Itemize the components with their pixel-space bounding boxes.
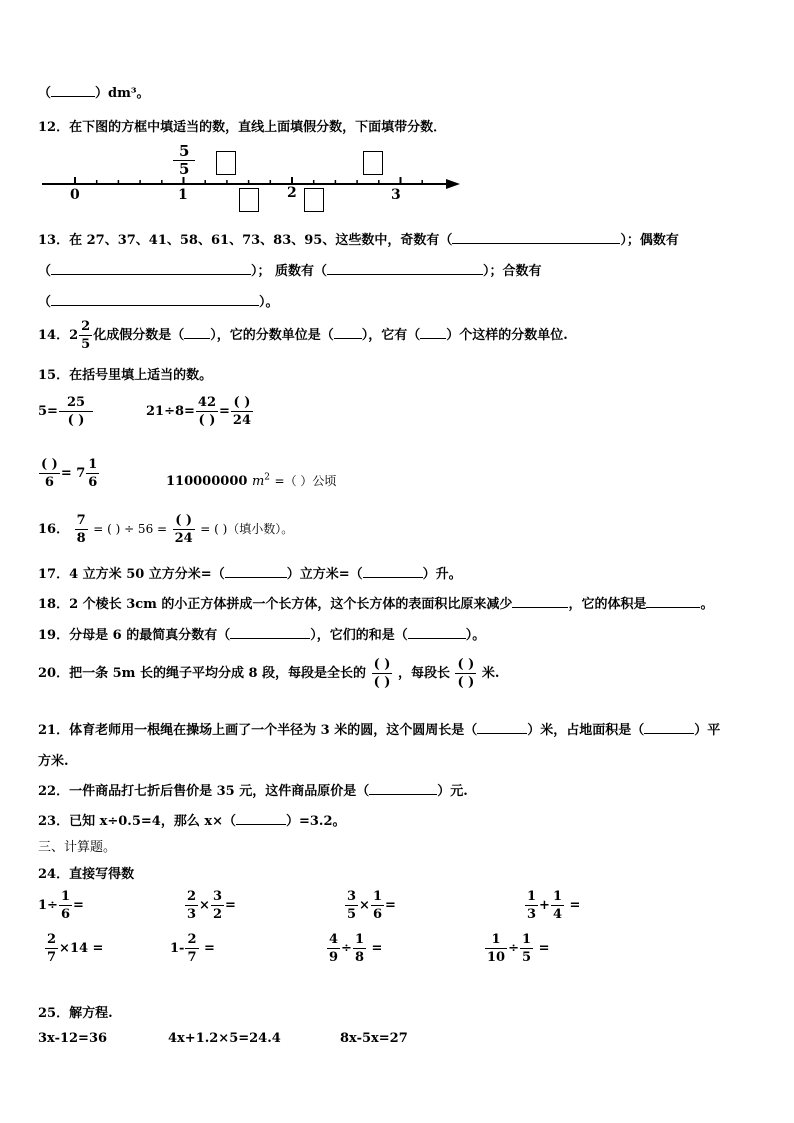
composite-numbers-blank[interactable] bbox=[51, 293, 259, 306]
question-15: 15．在括号里填上适当的数。 bbox=[38, 368, 213, 383]
answer-blank[interactable] bbox=[334, 326, 362, 339]
question-25: 25．解方程. bbox=[38, 1006, 113, 1021]
answer-paren[interactable]: ( ) bbox=[198, 413, 216, 428]
eq-15-2: 21÷8= $\frac{42}{( )}$ = $\frac{( )}{24}$ bbox=[146, 395, 252, 428]
question-17: 17．4 立方米 50 立方分米=（ ）立方米=（ ）升。 bbox=[38, 567, 462, 582]
answer-box-above-1[interactable] bbox=[216, 151, 236, 175]
question-24: 24．直接写得数 bbox=[38, 867, 135, 882]
fraction-label: $\frac{5}{5}$ bbox=[172, 144, 196, 177]
calc-5: $\frac{2}{7}$ ×14 = bbox=[47, 932, 104, 965]
question-19: 19．分母是 6 的最简真分数有（ ），它们的和是（ ）。 bbox=[38, 628, 486, 643]
question-13-line3: （ ）。 bbox=[38, 295, 279, 310]
answer-blank[interactable] bbox=[230, 626, 310, 639]
question-22: 22．一件商品打七折后售价是 35 元，这件商品原价是（ ）元. bbox=[38, 784, 468, 799]
number-line-figure bbox=[38, 142, 468, 222]
answer-fraction[interactable]: $\frac{( )}{( )}$ bbox=[373, 657, 391, 690]
section-heading: 三、计算题。 bbox=[38, 840, 117, 855]
question-23: 23．已知 x÷0.5=4，那么 x×（ ）=3.2。 bbox=[38, 814, 346, 829]
tick-label-0: 0 bbox=[70, 187, 80, 203]
prime-numbers-blank[interactable] bbox=[327, 262, 483, 275]
answer-paren[interactable]: ( ) bbox=[41, 457, 58, 472]
answer-paren[interactable]: ( ) bbox=[67, 413, 85, 428]
question-21: 21．体育老师用一根绳在操场上画了一个半径为 3 米的圆，这个圆周长是（ ）米，占地面积是（ ）平 bbox=[38, 723, 721, 738]
answer-paren[interactable]: ( ) bbox=[231, 396, 253, 412]
question-12: 12．在下图的方框中填适当的数，直线上面填假分数，下面填带分数． bbox=[38, 120, 447, 135]
fraction: $\frac{2}{5}$ bbox=[81, 319, 91, 352]
eq-15-1: 5= $\frac{25}{( )}$ bbox=[38, 396, 94, 427]
answer-box-above-2[interactable] bbox=[363, 151, 383, 175]
question-18: 18．2 个棱长 3cm 的小正方体拼成一个长方体，这个长方体的表面积比原来减少 ，它的体积是 。 bbox=[38, 597, 714, 612]
question-16: 16． $\frac{7}{8}$ = ( ) ÷ 56 = $\frac{( )}{24}$ = ( )（填小数）。 bbox=[38, 513, 294, 546]
eq-15-3: $\frac{( )}{6}$ = 7 $\frac{1}{6}$ bbox=[41, 457, 98, 490]
answer-blank[interactable] bbox=[363, 565, 423, 578]
answer-blank[interactable] bbox=[644, 721, 694, 734]
answer-paren[interactable]: ( ) bbox=[173, 514, 195, 530]
tick-label-3: 3 bbox=[391, 187, 401, 203]
question-13: 13．在 27、37、41、58、61、73、83、95、这些数中，奇数有（ ）；偶数有 bbox=[38, 233, 679, 248]
odd-numbers-blank[interactable] bbox=[452, 231, 620, 244]
equation-2: 4x+1.2×5=24.4 bbox=[168, 1031, 281, 1046]
eq-15-4: 110000000 $m^2$ =（ ）公顷 bbox=[166, 472, 337, 489]
answer-blank[interactable] bbox=[236, 812, 286, 825]
equation-1: 3x-12=36 bbox=[38, 1031, 108, 1046]
answer-blank[interactable] bbox=[477, 721, 527, 734]
answer-blank[interactable] bbox=[420, 326, 446, 339]
tick-label-2: 2 bbox=[287, 185, 297, 201]
answer-fraction[interactable]: $\frac{( )}{( )}$ bbox=[457, 657, 475, 690]
calc-6: 1- $\frac{2}{7}$ = bbox=[170, 932, 215, 965]
answer-box-below-2[interactable] bbox=[304, 188, 324, 212]
answer-box-below-1[interactable] bbox=[239, 188, 259, 212]
question-14: 14．2 $\frac{2}{5}$ 化成假分数是（ ），它的分数单位是（ ），它有（ ）个这样的分数单位. bbox=[38, 319, 568, 352]
answer-blank[interactable] bbox=[225, 565, 287, 578]
answer-blank[interactable] bbox=[408, 626, 466, 639]
calc-8: $\frac{1}{10}$ ÷ $\frac{1}{5}$ = bbox=[487, 932, 550, 965]
equation-3: 8x-5x=27 bbox=[340, 1031, 408, 1046]
answer-blank[interactable] bbox=[184, 326, 210, 339]
calc-4: $\frac{1}{3}$ + $\frac{1}{4}$ = bbox=[527, 889, 581, 922]
calc-3: $\frac{3}{5}$ × $\frac{1}{6}$ = bbox=[347, 889, 396, 922]
q11-tail: （ ）dm³。 bbox=[38, 86, 150, 101]
question-20: 20．把一条 5m 长的绳子平均分成 8 段，每段是全长的 $\frac{( )}{( )}$ ，每段长 $\frac{( )}{( )}$ 米. bbox=[38, 657, 500, 690]
calc-1: 1÷ $\frac{1}{6}$ = bbox=[38, 889, 84, 922]
tick-label-1: 1 bbox=[178, 187, 188, 203]
calc-2: $\frac{2}{3}$ × $\frac{3}{2}$ = bbox=[187, 889, 236, 922]
answer-blank[interactable] bbox=[512, 595, 568, 608]
even-numbers-blank[interactable] bbox=[51, 262, 251, 275]
question-21-line2: 方米. bbox=[38, 754, 69, 769]
question-13-line2: （ ）； 质数有（ ）；合数有 bbox=[38, 264, 542, 279]
calc-7: $\frac{4}{9}$ ÷ $\frac{1}{8}$ = bbox=[329, 932, 383, 965]
answer-blank[interactable] bbox=[646, 595, 700, 608]
answer-blank[interactable] bbox=[369, 782, 437, 795]
answer-blank[interactable] bbox=[51, 84, 95, 97]
